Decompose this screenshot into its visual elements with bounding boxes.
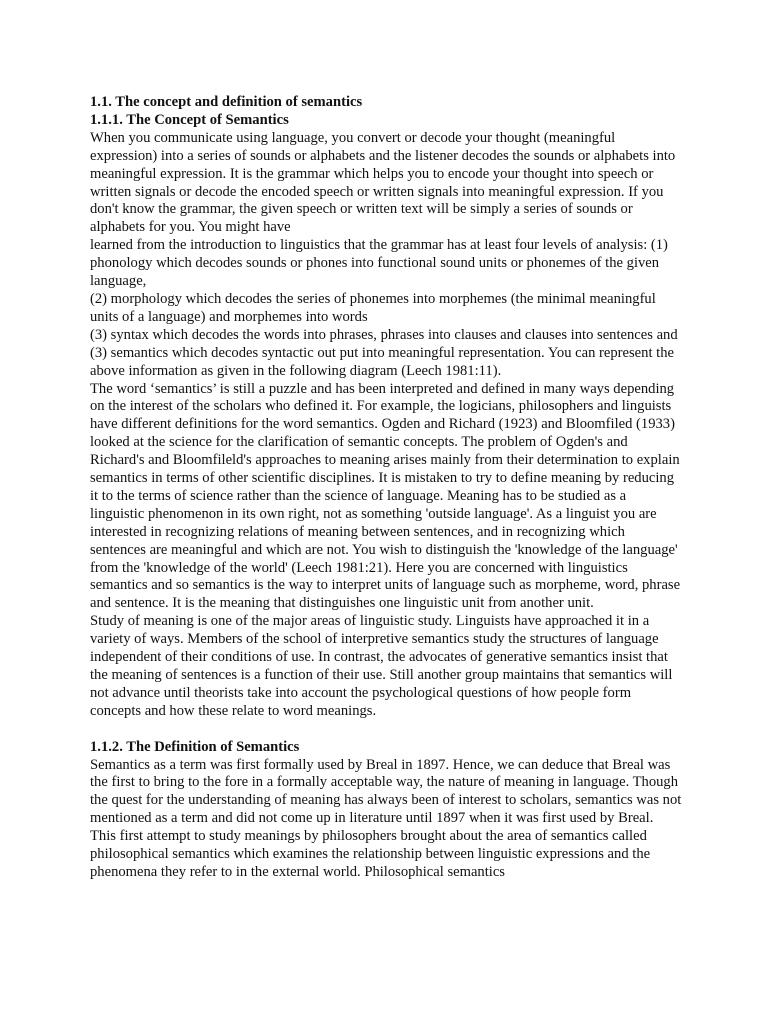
document-page: [90, 94, 682, 882]
concept-paragraph-1: When you communicate using language, you convert or decode your thought (meaningful expression) into a series of sounds or alphabets and the listener decodes the sounds or alphabets into meaningful expression. It is the grammar which helps you to encode your thought into speech or written signals or decode the encoded speech or written signals into meaningful expression. If you don't know the grammar, the given speech or written text will be simply a series of sounds or alphabets for you. You might have: [90, 129, 676, 236]
section-title: 1.1. The concept and definition of semantics: [90, 94, 363, 110]
definition-heading: 1.1.2. The Definition of Semantics: [90, 738, 300, 755]
concept-paragraph-2: learned from the introduction to linguistics that the grammar has at least four levels of analysis: (1) phonology which decodes sounds or phones into functional sound units or phonemes of the given language,: [90, 237, 668, 290]
concept-paragraph-4: (3) syntax which decodes the words into phrases, phrases into clauses and clauses into sentences and (3) semantics which decodes syntactic out put into meaningful representation. You can represent the above information as given in the following diagram (Leech 1981:11).: [90, 326, 678, 379]
concept-paragraph-6: Study of meaning is one of the major areas of linguistic study. Linguists have approached it in a variety of ways. Members of the school of interpretive semantics study the structures of language independent of their conditions of use. In contrast, the advocates of generative semantics insist that the meaning of sentences is a function of their use. Still another group maintains that semantics will not advance until theorists take into account the psychological questions of how people form concepts and how these relate to word meanings.: [90, 613, 673, 719]
concept-heading: 1.1.1. The Concept of Semantics: [90, 111, 289, 128]
concept-paragraph-5: The word ‘semantics’ is still a puzzle and has been interpreted and defined in many ways depending on the interest of the scholars who defined it. For example, the logicians, philosophers and linguists have different definitions for the word semantics. Ogden and Richard (1923) and Bloomfiled (1933) looked at the science for the clarification of semantic concepts. The problem of Ogden's and Richard's and Bloomfileld's approaches to meaning arises mainly from their determination to explain semantics in terms of other scientific disciplines. It is mistaken to try to define meaning by reducing it to the terms of science rather than the science of language. Meaning has to be studied as a linguistic phenomenon in its own right, not as something 'outside language'. As a linguist you are interested in recognizing relations of meaning between sentences, and in recognizing which sentences are meaningful and which are not. You wish to distinguish the 'knowledge of the language' from the 'knowledge of the world' (Leech 1981:21). Here you are concerned with linguistics semantics and so semantics is the way to interpret units of language such as morpheme, word, phrase and sentence. It is the meaning that distinguishes one linguistic unit from another unit.: [90, 380, 681, 612]
definition-paragraph-1: Semantics as a term was first formally used by Breal in 1897. Hence, we can deduce that Breal was the first to bring to the fore in a formally acceptable way, the nature of meaning in language. Though the quest for the understanding of meaning has always been of interest to scholars, semantics was not mentioned as a term and did not come up in literature until 1897 when it was first used by Breal. This first attempt to study meanings by philosophers brought about the area of semantics called philosophical semantics which examines the relationship between linguistic expressions and the phenomena they refer to in the external world. Philosophical semantics: [90, 756, 682, 880]
concept-paragraph-3: (2) morphology which decodes the series of phonemes into morphemes (the minimal meaningful units of a language) and morphemes into words: [90, 290, 656, 325]
paragraph-spacer: [90, 721, 682, 739]
